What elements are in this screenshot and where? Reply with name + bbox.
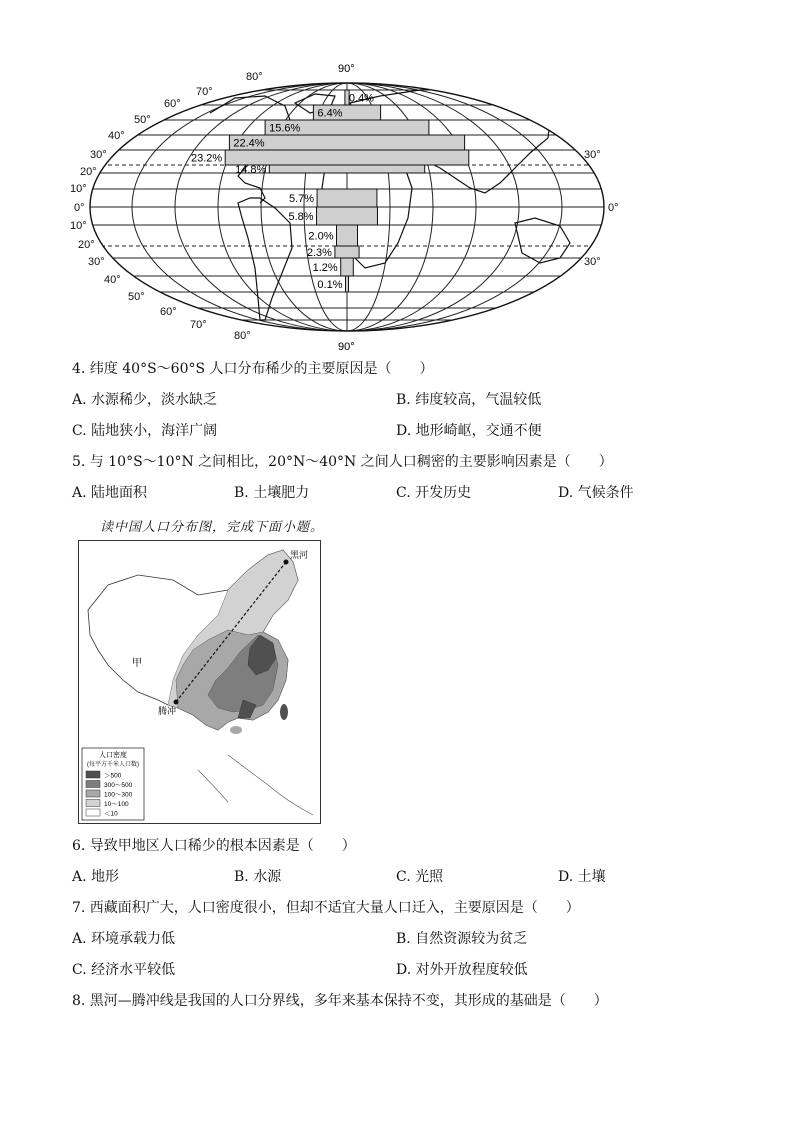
lat-label: 10° — [70, 183, 87, 195]
lat-label: 70° — [196, 86, 213, 98]
right-label: 0° — [608, 202, 619, 214]
population-bar-label: 14.8% — [235, 164, 267, 176]
lat-label: 60° — [160, 306, 177, 318]
lat-label: 80° — [234, 330, 251, 342]
population-bar-label: 0.1% — [317, 279, 343, 291]
lat-label: 30° — [90, 149, 107, 161]
population-bar-label: 5.7% — [288, 193, 315, 205]
lat-label: 20° — [78, 239, 95, 251]
right-labels — [584, 149, 619, 268]
population-bar — [335, 246, 359, 258]
question-5: 5. 与 10°S～10°N 之间相比，20°N～40°N 之间人口稠密的主要影响因素是（ ） — [72, 454, 613, 470]
population-bar-label: 5.8% — [288, 211, 314, 223]
heihe-dot — [284, 560, 289, 565]
legend-label: 100～300 — [104, 791, 133, 799]
population-bar-label: 0.4% — [348, 92, 374, 105]
q5-option-a[interactable]: A. 陆地面积 — [72, 485, 148, 501]
population-bar-label: 1.2% — [312, 262, 338, 274]
china-map-intro: 读中国人口分布图，完成下面小题。 — [100, 520, 325, 535]
region-jia: 甲 — [132, 658, 142, 669]
legend-label: ＜10 — [104, 810, 118, 818]
q7-option-b[interactable]: B. 自然资源较为贫乏 — [396, 931, 528, 947]
q4-option-c[interactable]: C. 陆地狭小，海洋广阔 — [72, 423, 218, 439]
legend-subtitle: (每平方千米人口数) — [87, 762, 139, 768]
legend-swatch — [86, 800, 100, 807]
population-bar-label: 2.0% — [308, 230, 334, 243]
lat-label: 50° — [128, 291, 145, 303]
q6-option-c[interactable]: C. 光照 — [396, 869, 444, 885]
legend-label: 300～500 — [104, 782, 133, 789]
lat-label: 30° — [88, 256, 105, 268]
q6-option-a[interactable]: A. 地形 — [72, 869, 120, 885]
q4-option-a[interactable]: A. 水源稀少，淡水缺乏 — [72, 392, 218, 408]
legend-label: 10～100 — [104, 801, 129, 808]
population-bar-label: 23.2% — [190, 152, 223, 165]
tengchong-dot — [174, 700, 179, 705]
legend-swatch — [86, 771, 100, 778]
lon-label-top: 90° — [338, 63, 355, 75]
question-7: 7. 西藏面积广大，人口密度很小，但却不适宜大量人口迁入，主要原因是（ ） — [72, 900, 580, 916]
population-bar — [269, 165, 424, 173]
q4-option-b[interactable]: B. 纬度较高，气温较低 — [396, 392, 542, 408]
right-label: 30° — [584, 256, 601, 268]
legend-title: 人口密度 — [99, 752, 127, 759]
lon-label-bottom: 90° — [338, 341, 355, 353]
lat-label: 60° — [164, 98, 181, 110]
q7-option-c[interactable]: C. 经济水平较低 — [72, 962, 176, 978]
question-8: 8. 黑河—腾冲线是我国的人口分界线，多年来基本保持不变，其形成的基础是（ ） — [72, 993, 608, 1009]
population-bar — [225, 150, 469, 165]
population-bar-label: 22.4% — [233, 137, 265, 150]
legend-swatch — [86, 790, 100, 797]
q6-option-d[interactable]: D. 土壤 — [558, 869, 606, 885]
population-bar-label: 6.4% — [317, 107, 343, 120]
right-label: 30° — [584, 149, 601, 161]
lat-label: 70° — [190, 319, 207, 331]
q7-option-a[interactable]: A. 环境承载力低 — [72, 931, 176, 947]
population-bar — [341, 258, 354, 276]
q6-option-b[interactable]: B. 水源 — [234, 869, 282, 885]
lat-label: 10° — [70, 220, 87, 232]
lat-label: 40° — [104, 274, 121, 286]
lat-label: 20° — [80, 166, 97, 178]
q7-option-d[interactable]: D. 对外开放程度较低 — [396, 962, 528, 978]
legend-swatch — [86, 781, 100, 788]
population-bar — [317, 189, 377, 207]
question-4: 4. 纬度 40°S～60°S 人口分布稀少的主要原因是（ ） — [72, 361, 434, 377]
lat-label: 40° — [108, 130, 125, 142]
population-bar-label: 2.3% — [306, 247, 332, 259]
population-bar — [346, 276, 349, 292]
legend-swatch — [86, 809, 100, 816]
population-bar-label: 15.6% — [269, 122, 301, 135]
lat-label: 50° — [134, 114, 151, 126]
population-bar — [337, 225, 358, 246]
map-legend — [82, 748, 144, 820]
city-tengchong: 腾冲 — [158, 706, 177, 716]
q4-option-d[interactable]: D. 地形崎岖，交通不便 — [396, 423, 542, 439]
population-bar — [317, 207, 378, 225]
q5-option-b[interactable]: B. 土壤肥力 — [234, 485, 310, 501]
hainan-shape — [230, 726, 242, 734]
city-heihe: 黑河 — [290, 550, 309, 560]
population-bar — [229, 135, 464, 150]
taiwan-shape — [280, 704, 288, 720]
lat-label: 0° — [74, 202, 85, 214]
world-population-map — [60, 58, 640, 356]
question-6: 6. 导致甲地区人口稀少的根本因素是（ ） — [72, 838, 356, 854]
china-population-map — [78, 540, 321, 824]
lat-label: 80° — [246, 71, 263, 83]
legend-label: ＞500 — [104, 772, 122, 780]
q5-option-c[interactable]: C. 开发历史 — [396, 485, 472, 501]
q5-option-d[interactable]: D. 气候条件 — [558, 485, 634, 501]
